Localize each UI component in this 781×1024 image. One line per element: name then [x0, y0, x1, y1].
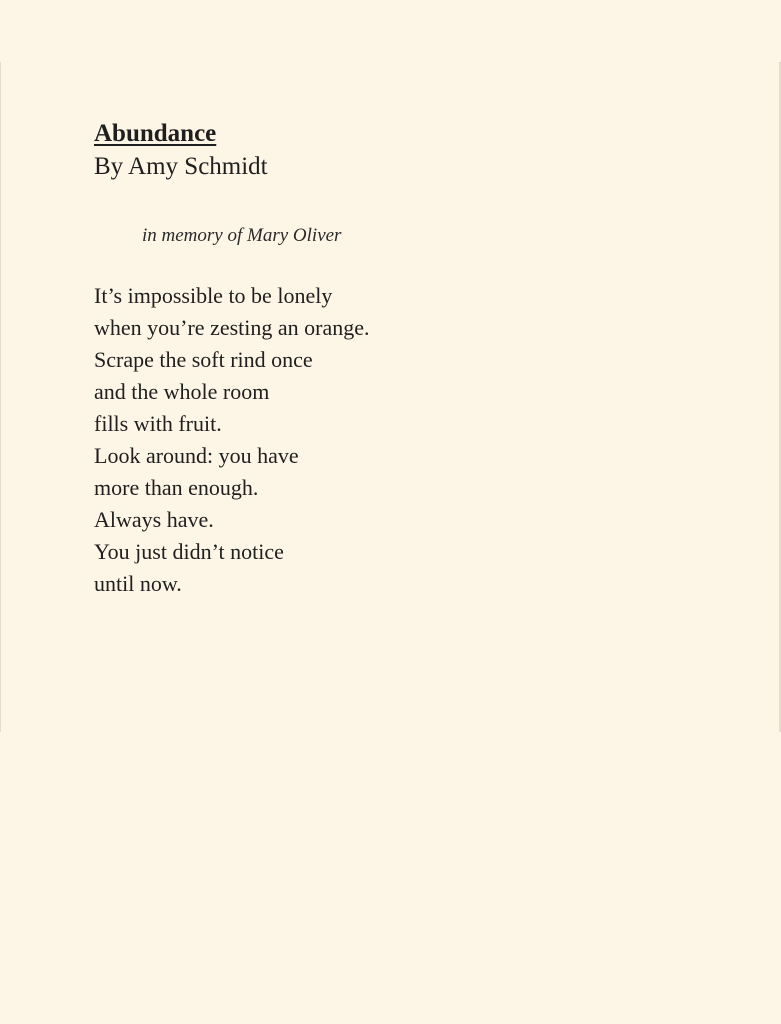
poem-body — [94, 280, 714, 600]
poem-line: Scrape the soft rind once — [94, 347, 313, 372]
poem-dedication: in memory of Mary Oliver — [142, 225, 342, 246]
poem-byline: By Amy Schmidt — [94, 153, 268, 180]
poem — [94, 118, 714, 600]
poem-line: Look around: you have — [94, 443, 299, 468]
poem-line: fills with fruit. — [94, 411, 222, 436]
poem-line: when you’re zesting an orange. — [94, 315, 370, 340]
poem-line: until now. — [94, 571, 182, 596]
page-edge-left — [0, 62, 1, 732]
poem-line: You just didn’t notice — [94, 539, 284, 564]
poem-title: Abundance — [94, 120, 217, 147]
poem-line: and the whole room — [94, 379, 270, 404]
poem-line: Always have. — [94, 507, 214, 532]
poem-line: It’s impossible to be lonely — [94, 283, 333, 308]
poem-line: more than enough. — [94, 475, 259, 500]
